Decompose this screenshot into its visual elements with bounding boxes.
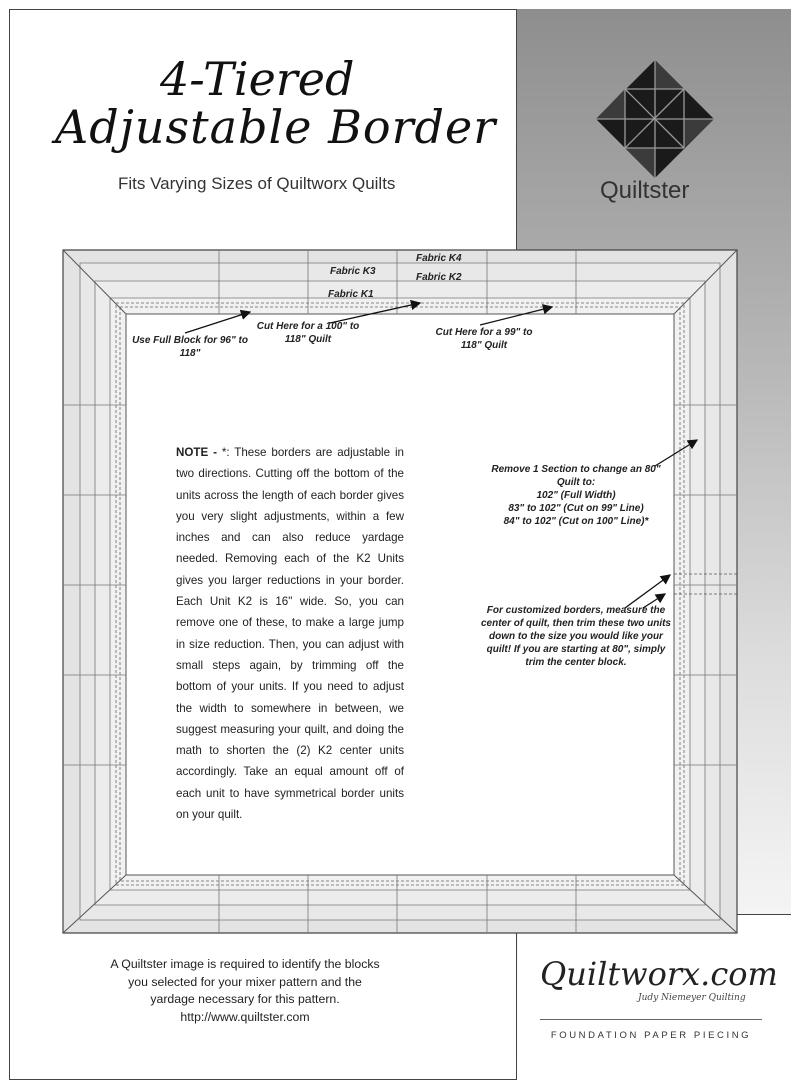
- note-paragraph: [176, 442, 404, 825]
- customized-annotation: For customized borders, measure the center of quilt, then trim these two units down to the size you would like your quilt! If you are starting at 80", simply trim the center block.: [480, 605, 671, 668]
- remove-section-annotation: [478, 463, 674, 528]
- remove-line-5: 84" to 102" (Cut on 100" Line)*: [503, 516, 649, 527]
- cut-99-annotation: Cut Here for a 99" to 118" Quilt: [435, 327, 533, 351]
- quiltworx-tagline: FOUNDATION PAPER PIECING: [550, 1030, 752, 1041]
- fabric-k3-label: Fabric K3: [330, 266, 376, 277]
- subtitle: Fits Varying Sizes of Quiltworx Quilts: [118, 174, 396, 193]
- remove-line-1: Remove 1 Section to change an 80": [491, 464, 661, 475]
- title-line-1: 4-Tiered: [160, 52, 355, 106]
- fabric-k1-label: Fabric K1: [328, 289, 374, 300]
- full-block-annotation: Use Full Block for 96" to 118": [132, 335, 248, 359]
- fabric-k2-label: Fabric K2: [416, 272, 462, 283]
- remove-line-3: 102" (Full Width): [536, 490, 616, 501]
- remove-line-4: 83" to 102" (Cut on 99" Line): [508, 503, 644, 514]
- remove-line-2: Quilt to:: [556, 477, 596, 488]
- requirement-text: A Quiltster image is required to identify the blocks you selected for your mixer pattern and the yardage necessary for this pattern. http://www.quiltster.com: [110, 957, 380, 1024]
- title-line-2: Adjustable Border: [55, 100, 497, 154]
- note-text: *: These borders are adjustable in two directions. Cutting off the bottom of the units across the length of each border gives you very slight adjustments, within a few inches and can also reduce yardage needed. Removing each of the K2 Units gives you larger reductions in your border. Each Unit K2 is 16" wide. So, you can remove one of these, to make a large jump in size reduction. Then, you can adjust with small steps again, by trimming off the bottom of your units. If you need to adjust the width to somewhere in between, we suggest measuring your quilt, and doing the math to shorten the (2) K2 center units accordingly. Take an equal amount off of each unit to have symmetrical border units on your quilt.: [176, 446, 404, 822]
- fabric-k4-label: Fabric K4: [416, 253, 462, 264]
- brand-name: Quiltster: [600, 177, 690, 204]
- quiltworx-subtitle: Judy Niemeyer Quilting: [638, 993, 746, 1003]
- cut-100-annotation: Cut Here for a 100" to 118" Quilt: [256, 321, 360, 345]
- note-label: NOTE -: [176, 446, 222, 459]
- quiltworx-logo: Quiltworx.com: [540, 955, 778, 993]
- quiltworx-divider: [540, 1019, 762, 1020]
